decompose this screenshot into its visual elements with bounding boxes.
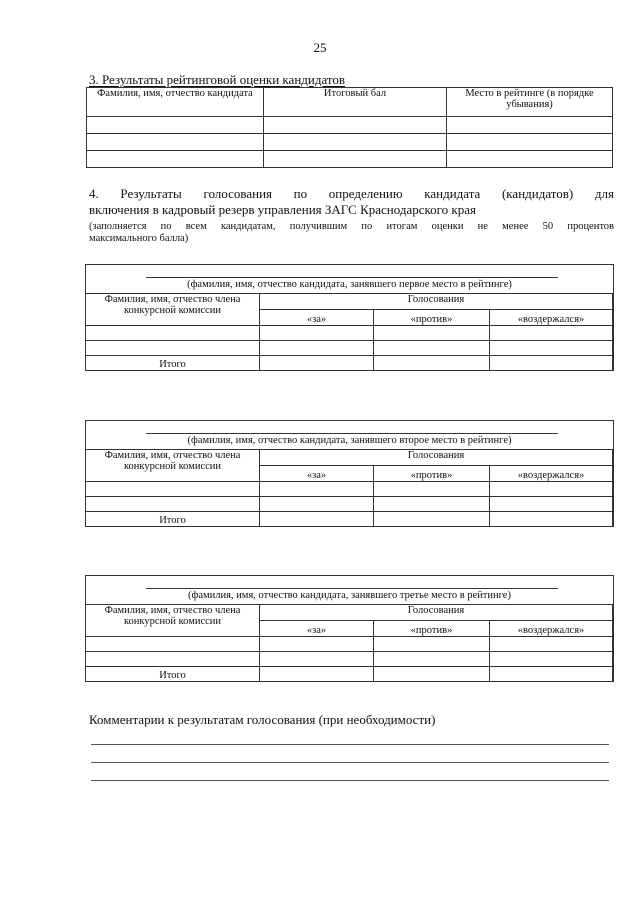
for-header: «за» <box>260 310 374 326</box>
vote-grid <box>85 449 613 527</box>
abstain-header: «воздержался» <box>490 310 613 326</box>
total-row <box>86 667 613 682</box>
member-header: Фамилия, имя, отчество члена конкурсной комиссии <box>86 605 260 637</box>
table-row <box>87 151 613 168</box>
section4-title-line1: 4. Результаты голосования по определению кандидата (кандидатов) для <box>89 186 614 201</box>
section4-note-line2: максимального балла) <box>89 233 189 244</box>
rating-table <box>86 87 613 168</box>
voting-header: Голосования <box>260 450 613 466</box>
total-label: Итого <box>86 512 260 527</box>
vote-table-third <box>85 575 614 682</box>
table-row <box>86 482 613 497</box>
table-row <box>86 652 613 667</box>
rating-header-row <box>87 88 613 117</box>
abstain-header: «воздержался» <box>490 466 613 482</box>
section4-title-line2: включения в кадровый резерв управления ЗАГС Краснодарского края <box>89 202 476 217</box>
vote-table-first <box>85 264 614 371</box>
table-row <box>87 117 613 134</box>
rating-header-name: Фамилия, имя, отчество кандидата <box>87 88 264 117</box>
total-label: Итого <box>86 667 260 682</box>
against-header: «против» <box>374 621 490 637</box>
candidate-name-line <box>146 277 558 278</box>
candidate-caption: (фамилия, имя, отчество кандидата, занявшего второе место в рейтинге) <box>187 435 512 446</box>
table-row <box>86 637 613 652</box>
section3-title: 3. Результаты рейтинговой оценки кандидатов <box>89 72 346 87</box>
candidate-caption: (фамилия, имя, отчество кандидата, занявшего первое место в рейтинге) <box>187 279 512 290</box>
candidate-caption: (фамилия, имя, отчество кандидата, занявшего третье место в рейтинге) <box>188 590 511 601</box>
for-header: «за» <box>260 466 374 482</box>
candidate-name-field[interactable] <box>86 265 613 293</box>
comment-line[interactable] <box>91 762 609 763</box>
comment-label: Комментарии к результатам голосования (при необходимости) <box>89 712 436 727</box>
vote-grid <box>85 293 613 371</box>
voting-header: Голосования <box>260 294 613 310</box>
candidate-name-field[interactable] <box>86 421 613 449</box>
total-row <box>86 356 613 371</box>
against-header: «против» <box>374 310 490 326</box>
member-header: Фамилия, имя, отчество члена конкурсной комиссии <box>86 294 260 326</box>
voting-header: Голосования <box>260 605 613 621</box>
vote-table-second <box>85 420 614 527</box>
table-row <box>86 326 613 341</box>
comment-line[interactable] <box>91 744 609 745</box>
total-row <box>86 512 613 527</box>
page-number: 25 <box>313 40 327 55</box>
abstain-header: «воздержался» <box>490 621 613 637</box>
rating-header-score: Итоговый бал <box>264 88 447 117</box>
table-row <box>86 497 613 512</box>
vote-grid <box>85 604 613 682</box>
member-header: Фамилия, имя, отчество члена конкурсной комиссии <box>86 450 260 482</box>
rating-header-place: Место в рейтинге (в порядке убывания) <box>447 88 613 117</box>
table-row <box>87 134 613 151</box>
total-label: Итого <box>86 356 260 371</box>
candidate-name-line <box>146 433 558 434</box>
section4-note-line1: (заполняется по всем кандидатам, получившим по итогам оценки не менее 50 процентов <box>89 221 614 232</box>
candidate-name-line <box>146 588 558 589</box>
candidate-name-field[interactable] <box>86 576 613 604</box>
against-header: «против» <box>374 466 490 482</box>
comment-line[interactable] <box>91 780 609 781</box>
for-header: «за» <box>260 621 374 637</box>
table-row <box>86 341 613 356</box>
